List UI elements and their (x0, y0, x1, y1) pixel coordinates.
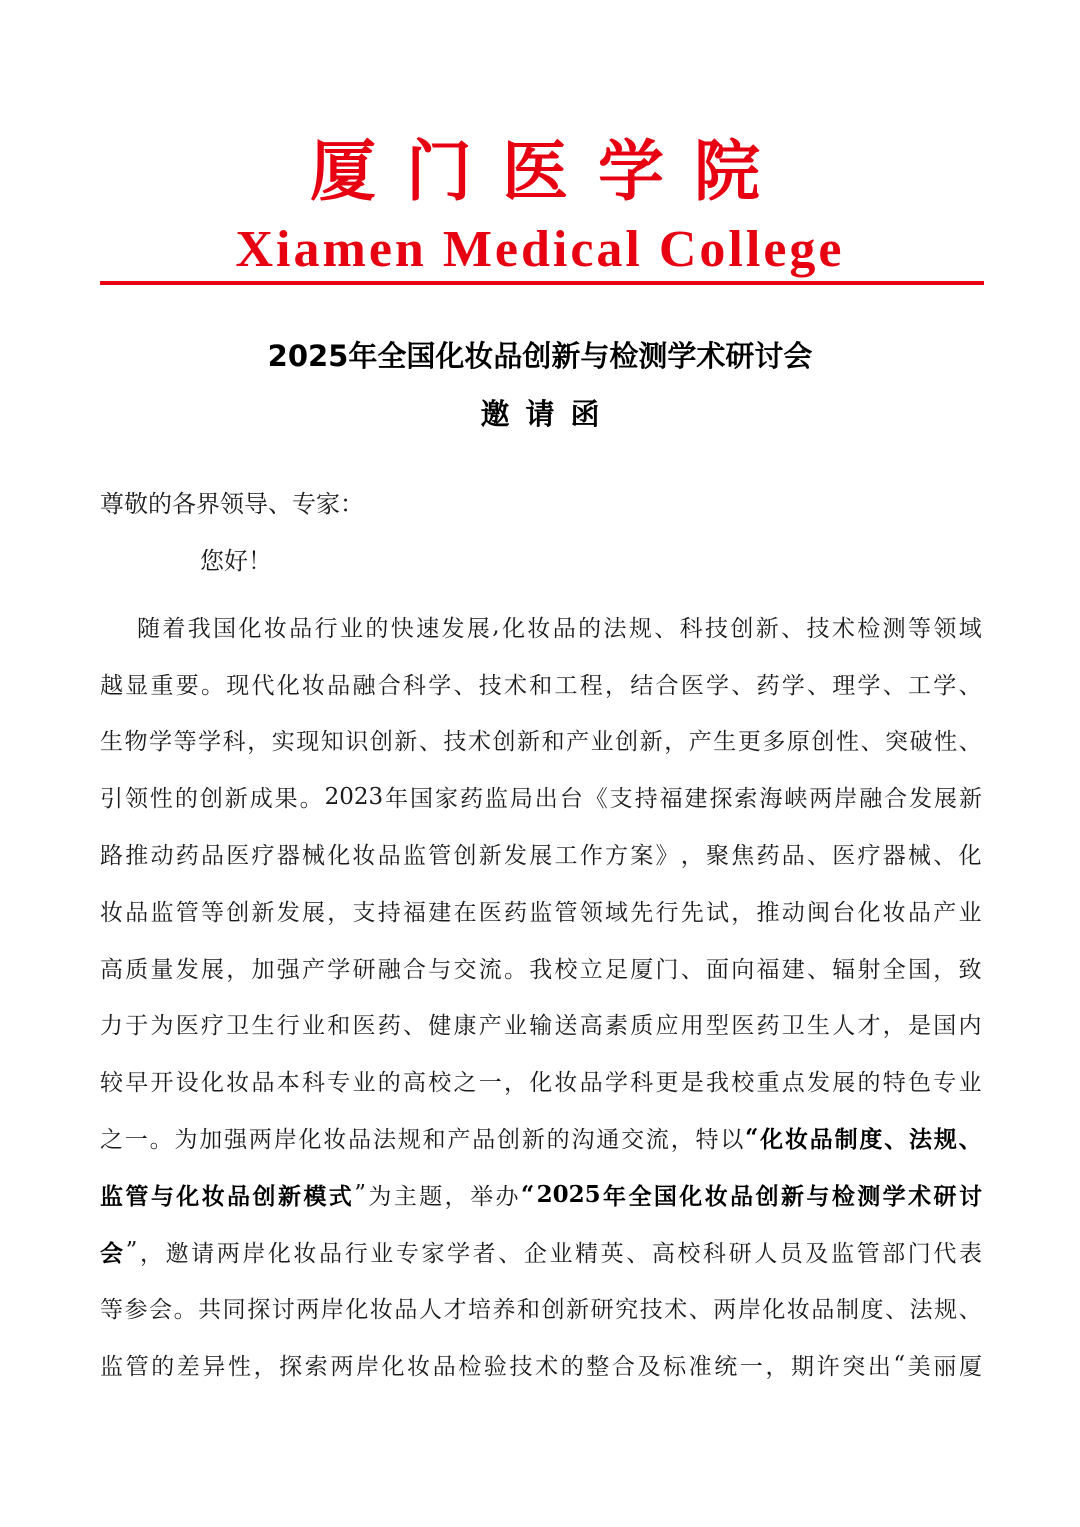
org-name-chinese: 厦门医学院 (310, 132, 790, 210)
body-paragraph (100, 598, 982, 1393)
body-line: 监 管 与 化 妆 品 创 新 模 式 ” 为 主 题 ， 举 办 “ 2025 年 全 国 化 妆 品 创 新 与 检 测 学 术 研 讨 (100, 1180, 982, 1210)
body-line: 高 质 量 发 展 ， 加 强 产 学 研 融 合 与 交 流 。 我 校 立 足 厦 门 、 面 向 福 建 、 辐 射 全 国 ， 致 (100, 956, 982, 983)
body-line: 妆 品 监 管 等 创 新 发 展 ， 支 持 福 建 在 医 药 监 管 领 域 先 行 先 试 ， 推 动 闽 台 化 妆 品 产 业 (100, 899, 982, 926)
body-line: 之 一 。 为 加 强 两 岸 化 妆 品 法 规 和 产 品 创 新 的 沟 通 交 流 ， 特 以 “ 化 妆 品 制 度 、 法 规 、 (100, 1124, 982, 1154)
body-line: 等 参 会 。 共 同 探 讨 两 岸 化 妆 品 人 才 培 养 和 创 新 研 究 技 术 、 两 岸 化 妆 品 制 度 、 法 规 、 (100, 1297, 982, 1324)
body-line: 随 着 我 国 化 妆 品 行 业 的 快 速 发 展 , 化 妆 品 的 法 规 、 科 技 创 新 、 技 术 检 测 等 领 域 (137, 613, 982, 642)
body-line: 越 显 重 要 。 现 代 化 妆 品 融 合 科 学 、 技 术 和 工 程 ， 结 合 医 学 、 药 学 、 理 学 、 工 学 、 (100, 672, 982, 699)
org-name-english: Xiamen Medical College (235, 221, 845, 278)
body-line: 会 ” ， 邀 请 两 岸 化 妆 品 行 业 专 家 学 者 、 企 业 精 英 、 高 校 科 研 人 员 及 监 管 部 门 代 表 (100, 1238, 982, 1267)
header-divider (100, 281, 984, 285)
body-line: 力 于 为 医 疗 卫 生 行 业 和 医 药 、 健 康 产 业 输 送 高 素 质 应 用 型 医 药 卫 生 人 才 ， 是 国 内 (100, 1013, 982, 1040)
greeting: 您好！ (200, 547, 272, 575)
document-title: 2025年全国化妆品创新与检测学术研讨会 (267, 339, 813, 373)
salutation: 尊敬的各界领导、专家： (100, 490, 364, 518)
body-line: 引 领 性 的 创 新 成 果 。 2023 年 国 家 药 监 局 出 台 《 支 持 福 建 探 索 海 峡 两 岸 融 合 发 展 新 (100, 783, 982, 813)
body-line: 生 物 学 等 学 科 ， 实 现 知 识 创 新 、 技 术 创 新 和 产 业 创 新 ， 产 生 更 多 原 创 性 、 突 破 性 、 (100, 729, 982, 756)
document-subtitle: 邀请函 (480, 397, 616, 431)
body-line: 路 推 动 药 品 医 疗 器 械 化 妆 品 监 管 创 新 发 展 工 作 方 案 》 ， 聚 焦 药 品 、 医 疗 器 械 、 化 (100, 843, 982, 870)
body-line: 较 早 开 设 化 妆 品 本 科 专 业 的 高 校 之 一 ， 化 妆 品 学 科 更 是 我 校 重 点 发 展 的 特 色 专 业 (100, 1070, 982, 1097)
body-line: 监 管 的 差 异 性 ， 探 索 两 岸 化 妆 品 检 验 技 术 的 整 合 及 标 准 统 一 ， 期 许 突 出 “ 美 丽 厦 (100, 1351, 982, 1381)
